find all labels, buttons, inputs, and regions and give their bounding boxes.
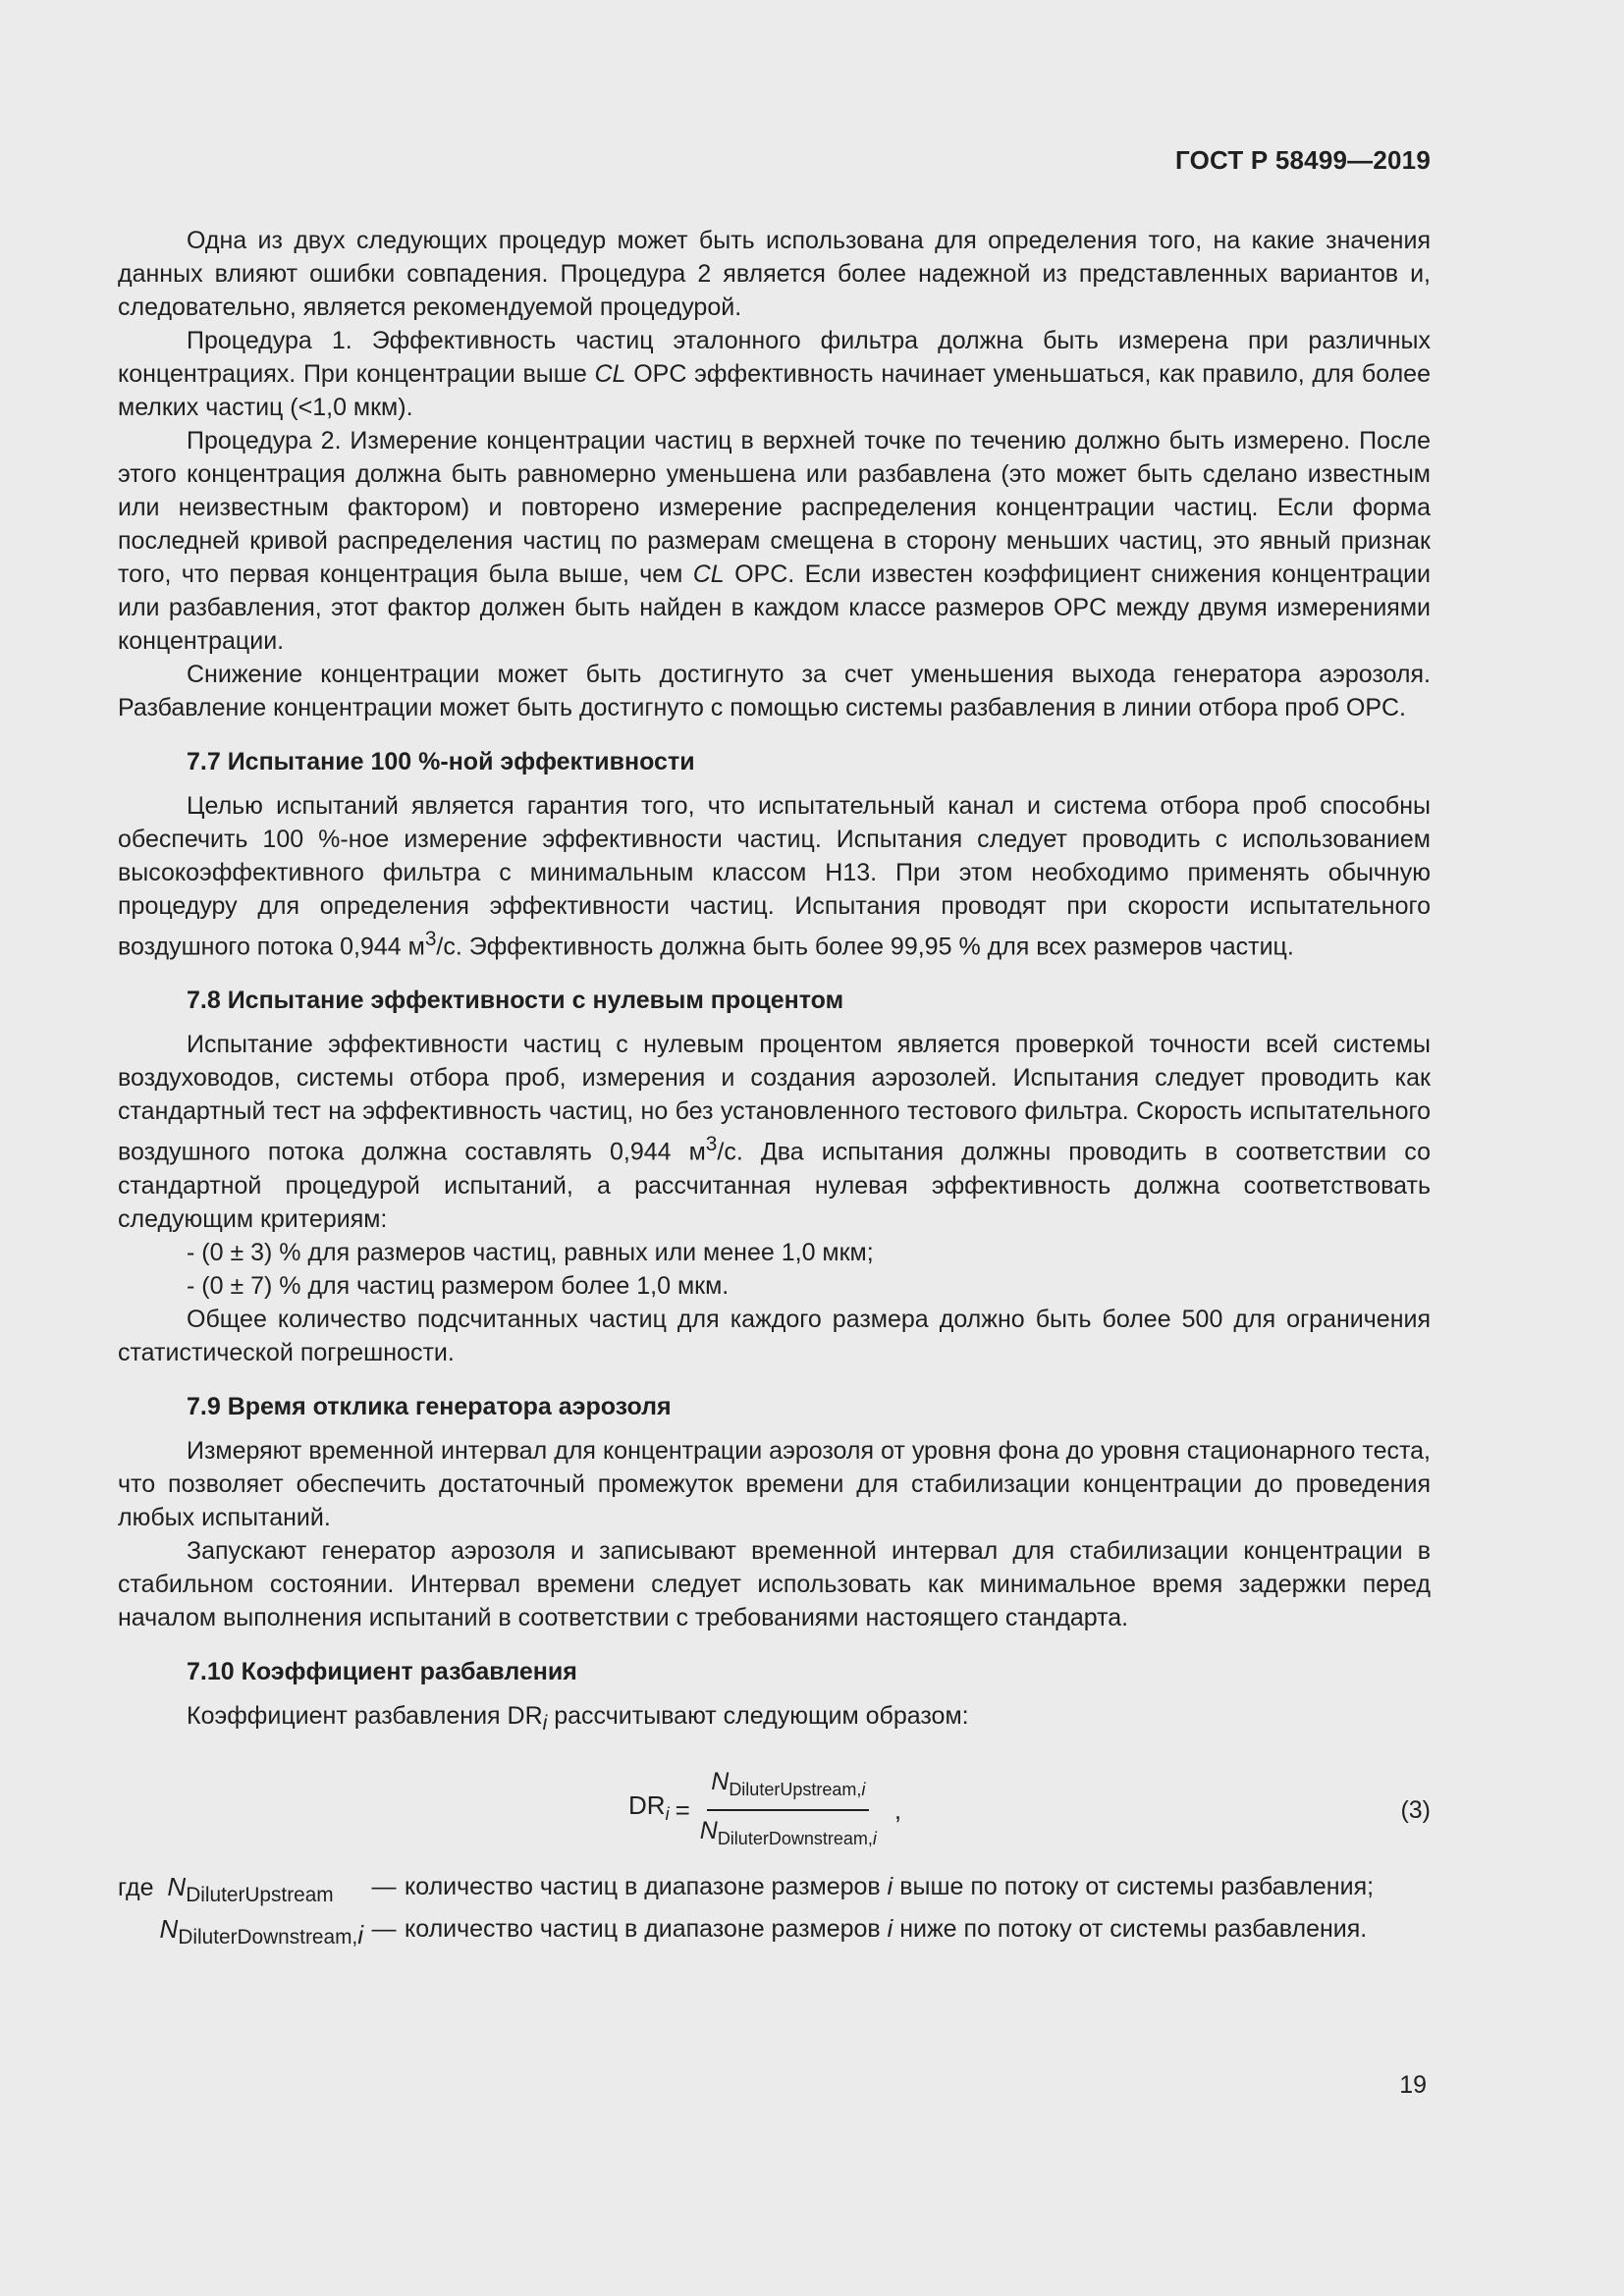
paragraph: Коэффициент разбавления $DR_i$ рассчитывают следующим образом: xyxy=(187,1701,969,1735)
document-body xyxy=(118,224,1431,1954)
criteria-list xyxy=(118,1236,1431,1303)
cl-symbol: CL xyxy=(594,360,626,388)
equation-number: (3) xyxy=(1400,1795,1431,1824)
list-item: - (0 ± 7) % для частиц размером более 1,0 мкм. xyxy=(187,1271,730,1300)
section-heading-7-8: 7.8 Испытание эффективности с нулевым процентом xyxy=(187,987,844,1015)
section-heading-7-9: 7.9 Время отклика генератора аэрозоля xyxy=(187,1392,672,1420)
paragraph: Процедура 2. Измерение концентрации частиц в верхней точке по течению должно быть измерено. После этого концентрация должна быть равномерно уменьшена или разбавлена (это может быть сделано известным или неизвестным фактором) и повторено измерение распределения концентрации частиц. Если форма последней кривой распределения частиц по размерам смещена в сторону меньших частиц, это явный признак того, что первая концентрация была выше, чем CL OPC. Если известен коэффициент снижения концентрации или разбавления, этот фактор должен быть найден в каждом классе размеров OPC между двумя измерениями концентрации. xyxy=(118,427,1432,655)
formula-lhs: $DR_i$ xyxy=(628,1790,670,1825)
fraction-numerator: $N_{DiluterUpstream,i}$ xyxy=(707,1765,869,1811)
section-heading-7-7: 7.7 Испытание 100 %-ной эффективности xyxy=(187,748,695,775)
cl-symbol: CL xyxy=(692,561,725,588)
paragraph: Процедура 1. Эффективность частиц эталонного фильтра должна быть измерена при различных концентрациях. При концентрации выше CL OPC эффективность начинает уменьшаться, как правило, для более мелких частиц (<1,0 мкм). xyxy=(118,327,1431,421)
formula-expression xyxy=(628,1766,901,1854)
paragraph: Целью испытаний является гарантия того, что испытательный канал и система отбора проб способны обеспечить 100 %-ное измерение эффективности частиц. Испытания следует проводить с использованием высокоэффективного фильтра с минимальным классом H13. При этом необходимо применять обычную процедуру для определения эффективности частиц. Испытания проводят при скорости испытательного воздушного потока 0,944 $м^3/с$. Эффективность должна быть более 99,95 % для всех размеров частиц. xyxy=(118,792,1431,961)
paragraph: Общее количество подсчитанных частиц для каждого размера должно быть более 500 для ограничения статистической погрешности. xyxy=(118,1305,1431,1366)
definition-text: количество частиц в диапазоне размеров i выше по потоку от системы разбавления; xyxy=(405,1872,1375,1900)
paragraph: Снижение концентрации может быть достигнуто за счет уменьшения выхода генератора аэрозоля. Разбавление концентрации может быть достигнуто с помощью системы разбавления в линии отбора проб OPC. xyxy=(118,661,1431,721)
definition-symbol: где $N_{DiluterUpstream}$ xyxy=(118,1871,334,1906)
document-id-header: ГОСТ Р 58499—2019 xyxy=(1175,145,1431,175)
definition-dash: — xyxy=(371,1914,397,1943)
section-heading-7-10: 7.10 Коэффициент разбавления xyxy=(187,1657,577,1685)
variable-definitions xyxy=(118,1870,1431,1954)
formula-comma: , xyxy=(893,1794,902,1825)
formula-3 xyxy=(118,1766,1431,1854)
equals-sign: = xyxy=(675,1794,690,1825)
fraction-denominator: $N_{DiluterDownstream,i}$ xyxy=(699,1816,877,1848)
paragraph: Измеряют временной интервал для концентрации аэрозоля от уровня фона до уровня стационарного теста, что позволяет обеспечить достаточный промежуток времени для стабилизации концентрации до проведения любых испытаний. xyxy=(118,1436,1431,1531)
list-item: - (0 ± 3) % для размеров частиц, равных или менее 1,0 мкм; xyxy=(187,1238,874,1266)
definition-symbol: $N_{DiluterDownstream,i}$ xyxy=(159,1913,363,1949)
page-number: 19 xyxy=(1399,2071,1427,2099)
paragraph: Одна из двух следующих процедур может быть использована для определения того, на какие значения данных влияют ошибки совпадения. Процедура 2 является более надежной из представленных вариантов и, следовательно, является рекомендуемой процедурой. xyxy=(118,227,1431,321)
definition-text: количество частиц в диапазоне размеров i ниже по потоку от системы разбавления. xyxy=(405,1914,1368,1943)
paragraph: Испытание эффективности частиц с нулевым процентом является проверкой точности всей системы воздуховодов, системы отбора проб, измерения и создания аэрозолей. Испытания следует проводить как стандартный тест на эффективность частиц, но без установленного тестового фильтра. Скорость испытательного воздушного потока должна составлять 0,944 $м^3/с$. Два испытания должны проводить в соответствии со стандартной процедурой испытаний, а рассчитанная нулевая эффективность должна соответствовать следующим критериям: xyxy=(118,1031,1431,1233)
fraction xyxy=(696,1765,881,1855)
paragraph: Запускают генератор аэрозоля и записывают временной интервал для стабилизации концентрации в стабильном состоянии. Интервал времени следует использовать как минимальное время задержки перед началом выполнения испытаний в соответствии с требованиями настоящего стандарта. xyxy=(118,1536,1431,1631)
definition-dash: — xyxy=(371,1872,397,1900)
